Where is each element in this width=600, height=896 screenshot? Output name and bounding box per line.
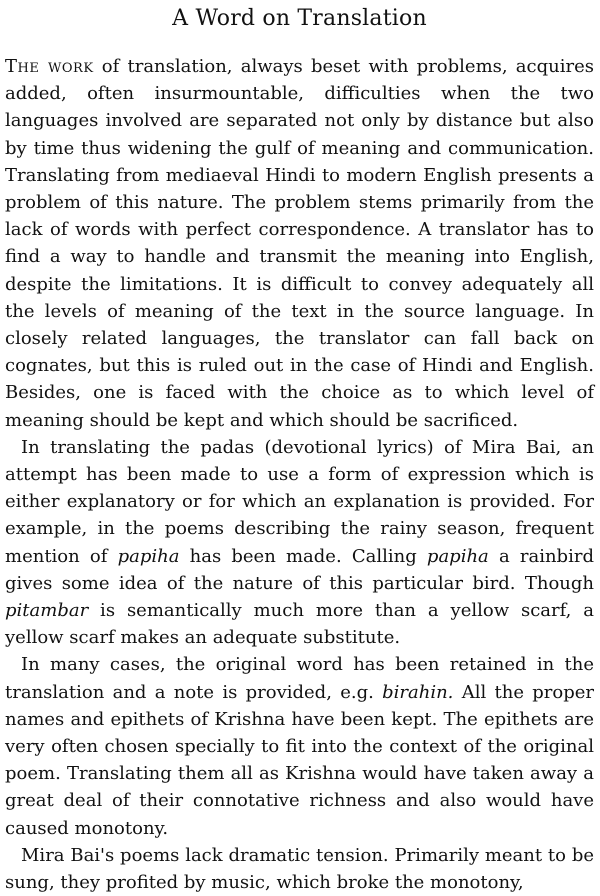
paragraph-2	[5, 434, 594, 652]
paragraph-text: has been made. Calling	[179, 545, 427, 567]
italic-term: papiha	[117, 545, 180, 567]
paragraph-text: All the proper names and epithets of Krishna have been kept. The epithets are very often chosen specially to fit into the context of the original poem. Translating them all as Krishna would have taken away a great deal of their connotative richness and also would have caused monotony.	[5, 681, 594, 839]
italic-term: pitambar	[5, 600, 89, 622]
paragraph-4	[5, 842, 594, 896]
italic-term: birahin.	[382, 681, 454, 703]
paragraph-text: Mira Bai's poems lack dramatic tension. Primarily meant to be sung, they profited by music, which broke the monotony,	[5, 844, 594, 894]
paragraph-text: In translating the padas (devotional lyrics) of Mira Bai, an attempt has been made to use a form of expression which is either explanatory or for which an explanation is provided. For example, in the poems describing the rainy season, frequent mention of	[5, 436, 594, 567]
paragraph-1	[5, 53, 594, 434]
paragraph-lead: The work	[5, 56, 94, 77]
paragraph-text: is semantically much more than a yellow scarf, a yellow scarf makes an adequate substitute.	[5, 600, 594, 649]
paragraph-text: In many cases, the original word has been retained in the translation and a note is provided, e.g.	[5, 654, 594, 703]
italic-term: papiha	[426, 545, 489, 567]
paragraph-text: a rainbird gives some idea of the nature of this particular bird. Though	[5, 545, 594, 594]
page-body	[5, 53, 594, 896]
paragraph-text: of translation, always beset with problems, acquires added, often insurmountable, difficulties when the two languages involved are separated not only by distance but also by time thus widening the gulf of meaning and communication. Translating from mediaeval Hindi to modern English presents a problem of this nature. The problem stems primarily from the lack of words with perfect correspondence. A translator has to find a way to handle and transmit the meaning into English, despite the limitations. It is difficult to convey adequately all the levels of meaning of the text in the source language. In closely related languages, the translator can fall back on cognates, but this is ruled out in the case of Hindi and English. Besides, one is faced with the choice as to which level of meaning should be kept and which should be sacrificed.	[5, 56, 594, 431]
page-title: A Word on Translation	[172, 6, 427, 31]
paragraph-3	[5, 651, 594, 841]
